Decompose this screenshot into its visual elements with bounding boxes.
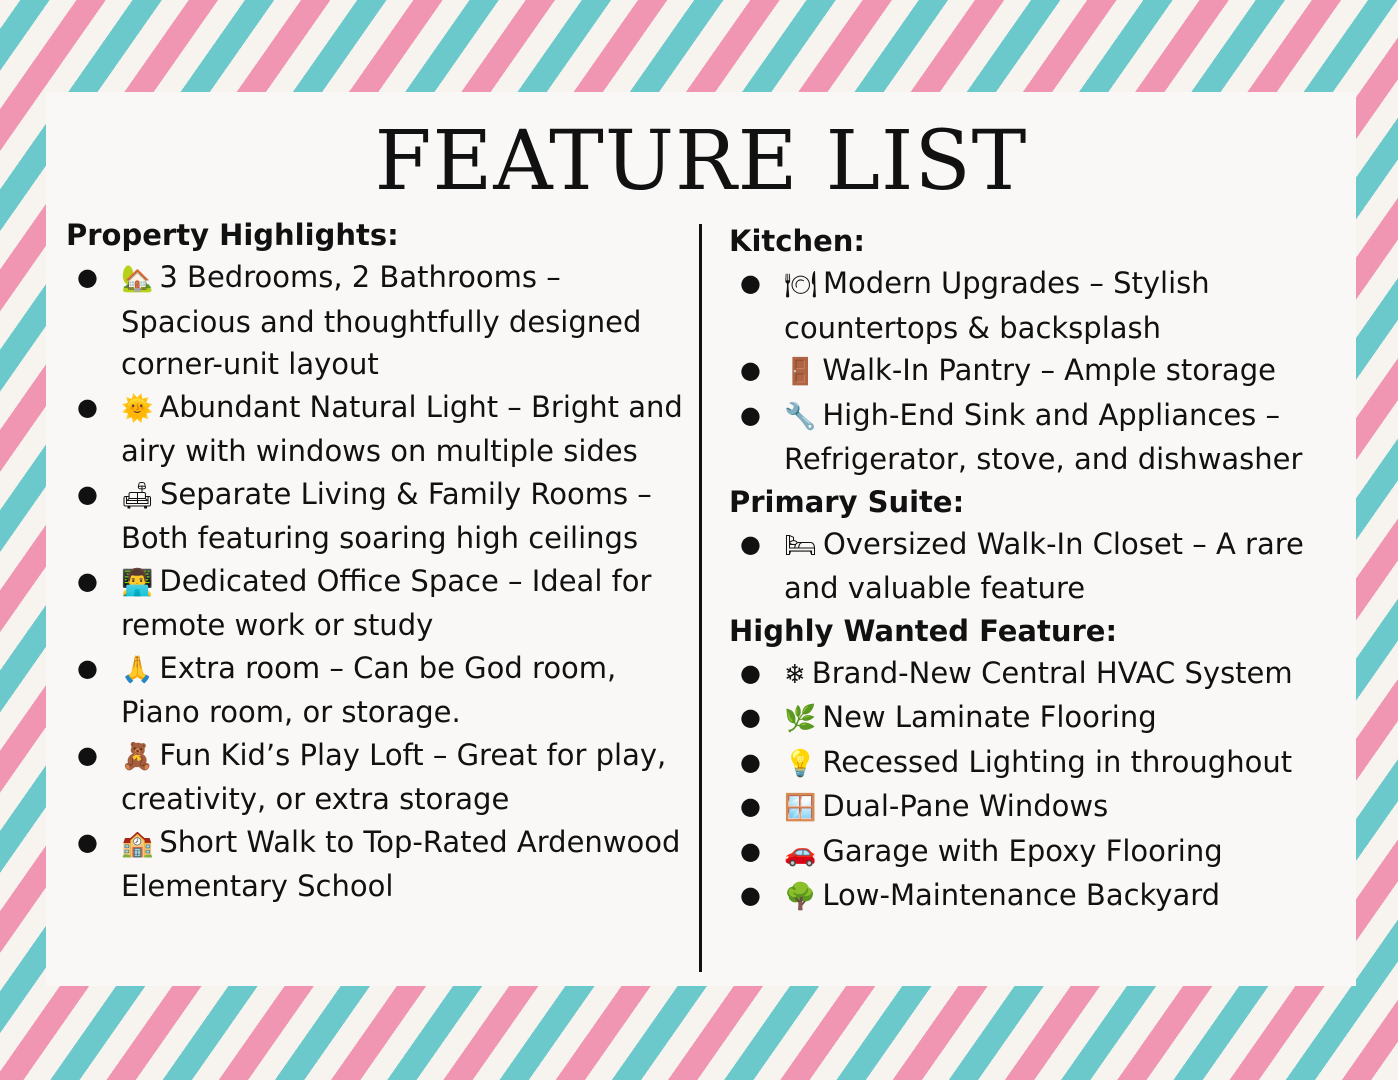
list-item — [729, 874, 1349, 919]
office-worker-icon: 👨‍💻 — [121, 567, 154, 598]
door-icon: 🚪 — [784, 357, 817, 387]
item-text: Short Walk to Top-Rated Ardenwood Elementary School — [121, 824, 681, 903]
bullet-icon: ● — [740, 269, 761, 297]
bullet-icon: ● — [77, 263, 98, 291]
item-text: Oversized Walk-In Closet – A rare and valuable feature — [784, 526, 1304, 605]
item-text: Recessed Lighting in throughout — [822, 744, 1293, 779]
list-item — [66, 386, 696, 473]
bullet-icon: ● — [740, 881, 761, 909]
item-text: New Laminate Flooring — [822, 700, 1157, 734]
list-item — [729, 523, 1349, 610]
item-text: Brand-New Central HVAC System — [811, 655, 1293, 690]
bullet-icon: ● — [740, 792, 761, 820]
right-column — [729, 220, 1349, 919]
highly-wanted-heading: Highly Wanted Feature: — [729, 613, 1118, 648]
fork-knife-icon: 🍽 — [784, 270, 818, 300]
kitchen-list — [729, 262, 1349, 481]
praying-hands-icon: 🙏 — [121, 654, 154, 685]
list-item — [729, 262, 1349, 349]
primary-suite-list — [729, 523, 1349, 610]
item-text: Fun Kid’s Play Loft – Great for play, creativity, or extra storage — [121, 737, 667, 816]
highly-wanted-list — [729, 652, 1349, 919]
list-item — [729, 394, 1349, 481]
item-text: Abundant Natural Light – Bright and airy with windows on multiple sides — [121, 389, 683, 468]
herb-icon: 🌿 — [784, 704, 817, 734]
list-item — [66, 256, 696, 386]
bullet-icon: ● — [740, 836, 761, 865]
property-highlights-heading: Property Highlights: — [66, 218, 399, 252]
bed-icon: 🛏 — [784, 530, 818, 561]
item-text: Extra room – Can be God room, Piano room, or storage. — [121, 650, 617, 729]
bullet-icon: ● — [77, 827, 98, 856]
list-item — [66, 821, 696, 908]
item-text: High-End Sink and Appliances – Refrigerator, stove, and dishwasher — [784, 397, 1303, 476]
page-title: FEATURE LIST — [374, 114, 1028, 209]
couch-icon: 🛋 — [121, 480, 155, 511]
car-icon: 🚗 — [784, 837, 817, 868]
bullet-icon: ● — [740, 747, 761, 776]
item-text: Separate Living & Family Rooms – Both featuring soaring high ceilings — [121, 476, 652, 555]
item-text: Garage with Epoxy Flooring — [822, 833, 1223, 868]
bullet-icon: ● — [740, 400, 761, 429]
kitchen-heading: Kitchen: — [729, 224, 866, 258]
item-text: Modern Upgrades – Stylish countertops & backsplash — [784, 266, 1210, 345]
list-item — [66, 473, 696, 560]
bullet-icon: ● — [740, 356, 761, 384]
teddy-bear-icon: 🧸 — [121, 741, 154, 772]
bullet-icon: ● — [77, 740, 98, 769]
item-text: 3 Bedrooms, 2 Bathrooms – Spacious and thoughtfully designed corner-unit layout — [121, 260, 642, 381]
tree-icon: 🌳 — [784, 882, 817, 912]
list-item — [729, 696, 1349, 741]
list-item — [729, 830, 1349, 875]
bullet-icon: ● — [77, 479, 98, 508]
sun-icon: 🌞 — [121, 393, 154, 424]
item-text: Walk-In Pantry – Ample storage — [822, 353, 1276, 387]
bullet-icon: ● — [77, 566, 98, 595]
bullet-icon: ● — [77, 392, 98, 421]
bullet-icon: ● — [740, 529, 761, 558]
list-item — [729, 349, 1349, 394]
school-icon: 🏫 — [121, 828, 154, 859]
snowflake-icon: ❄ — [784, 659, 806, 690]
house-icon: 🏡 — [121, 264, 154, 294]
primary-suite-heading: Primary Suite: — [729, 484, 965, 519]
wrench-icon: 🔧 — [784, 401, 817, 432]
window-icon: 🪟 — [784, 793, 817, 823]
light-bulb-icon: 💡 — [784, 748, 817, 779]
feature-card — [46, 92, 1356, 986]
bullet-icon: ● — [740, 658, 761, 687]
property-highlights-list — [66, 256, 696, 908]
item-text: Low-Maintenance Backyard — [822, 878, 1221, 912]
list-item — [66, 647, 696, 734]
list-item — [729, 741, 1349, 786]
list-item — [66, 734, 696, 821]
bullet-icon: ● — [740, 703, 761, 731]
list-item — [729, 785, 1349, 830]
item-text: Dedicated Office Space – Ideal for remote work or study — [121, 563, 652, 642]
bullet-icon: ● — [77, 653, 98, 682]
list-item — [729, 652, 1349, 697]
left-column — [66, 214, 696, 908]
item-text: Dual-Pane Windows — [822, 789, 1109, 823]
list-item — [66, 560, 696, 647]
column-divider — [699, 224, 702, 972]
